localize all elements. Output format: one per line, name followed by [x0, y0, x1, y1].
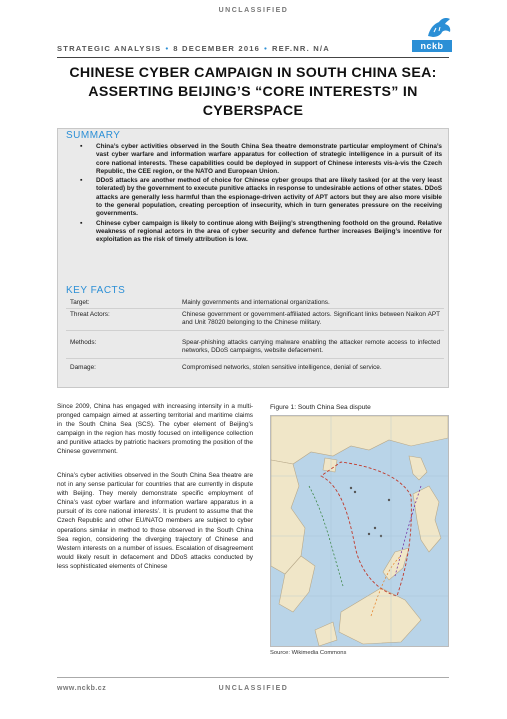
- summary-bullet: ▪ Chinese cyber campaign is likely to continue along with Beijing’s strengthening foothold on the ground. Relative weakness of regional actors in the area of cyber security and defence further increases Beijing’s incentive for exploitation as the risk of timely attribution is low.: [66, 220, 442, 245]
- paragraph-text: Since 2009, China has engaged with increasing intensity in a multi-pronged campaign aimed at asserting territorial and maritime claims in the South China Sea (SCS). The cyber element of Beijing’s campaign in the region has mostly focused on intelligence collection and punitive attacks by patriotic hackers promoting the position of the Chinese government.: [57, 403, 253, 456]
- meta-reference: REF.NR. N/A: [271, 44, 330, 53]
- key-fact-value: Compromised networks, stolen sensitive intelligence, denial of service.: [182, 364, 382, 371]
- key-fact-value: Chinese government or government-affiliated actors. Significant links between Naikon APT and Unit 78020 belonging to the Chinese military.: [182, 311, 440, 327]
- title-line-2: ASSERTING BEIJING’S “CORE INTERESTS” IN CYBERSPACE: [88, 84, 418, 119]
- key-fact-label: Methods:: [70, 339, 97, 346]
- logo-wordmark: nckb: [412, 40, 452, 52]
- classification-bottom: UNCLASSIFIED: [218, 685, 289, 692]
- key-fact-label: Damage:: [70, 364, 96, 371]
- map-image: [271, 416, 448, 646]
- paragraph-text: China’s cyber activities observed in the South China Sea theatre are not in any sense particular for countries that are currently in dispute with Beijing. They merely demonstrate specific employment of China’s vast cyber warfare and information warfare apparatus in a pursuit of its core national interests’. It is prudent to assume that the Czech Republic and other EU/NATO members are subject to cyber operations similar in method to those observed in the South China Sea region, considering the diverging trajectory of Chinese and Western interests on a number of issues. Escalation of disagreement would likely result in defacement and DDoS attacks conducted by less sophisticated elements of Chinese: [57, 472, 253, 570]
- footer-rule: [57, 677, 449, 678]
- meta-separator: •: [264, 44, 268, 53]
- meta-date: 8 DECEMBER 2016: [173, 44, 261, 53]
- figure-source: Source: Wikimedia Commons: [270, 650, 347, 656]
- summary-bullet: ▪ DDoS attacks are another method of choice for Chinese cyber groups that are likely tasked (or at the very least tolerated) by the government to execute punitive attacks in response to undesirable actions of other states. DDoS attacks are generally less harmful than the espionage-driven activity of APT actors but they are also more visible to the general population, creating perception of insecurity, which in turn generates pressure on the receiving governments.: [66, 177, 442, 218]
- south-china-sea-map: [270, 415, 449, 647]
- header-rule: [57, 57, 449, 58]
- key-fact-value: Spear-phishing attacks carrying malware enabling the attacker remote access to infected networks, DDoS campaigns, website defacement.: [182, 339, 440, 355]
- key-fact-label: Target:: [70, 299, 90, 306]
- key-fact-row: [66, 363, 444, 375]
- body-paragraph-2: [57, 471, 253, 571]
- summary-bullet: ▪ China’s cyber activities observed in the South China Sea theatre demonstrate particular employment of China’s vast cyber warfare and information warfare apparatus for collection of strategic intelligence in a pursuit of its core national interests. These capabilities could be deployed in support of Chinese interests vis-à-vis the Czech Republic, the CEE region, or the NATO and European Union.: [66, 143, 442, 176]
- figure-title: Figure 1: South China Sea dispute: [270, 404, 371, 411]
- key-fact-row: [66, 338, 444, 359]
- lion-icon: [424, 16, 454, 40]
- summary-bullets: [66, 143, 442, 246]
- key-fact-label: Threat Actors:: [70, 311, 110, 318]
- summary-heading: SUMMARY: [66, 130, 121, 141]
- key-fact-row: [66, 298, 444, 309]
- page-title: [57, 64, 449, 121]
- classification-top: UNCLASSIFIED: [218, 7, 289, 14]
- body-paragraph-1: [57, 402, 253, 457]
- nckb-logo: [410, 16, 460, 52]
- document-meta: [57, 44, 330, 53]
- meta-separator: •: [165, 44, 170, 53]
- key-fact-value: Mainly governments and international organizations.: [182, 299, 330, 306]
- meta-type: STRATEGIC ANALYSIS: [57, 44, 162, 53]
- key-facts-heading: KEY FACTS: [66, 285, 126, 296]
- title-line-1: CHINESE CYBER CAMPAIGN IN SOUTH CHINA SEA:: [69, 65, 437, 81]
- key-fact-row: [66, 310, 444, 331]
- footer-url[interactable]: www.nckb.cz: [57, 685, 107, 692]
